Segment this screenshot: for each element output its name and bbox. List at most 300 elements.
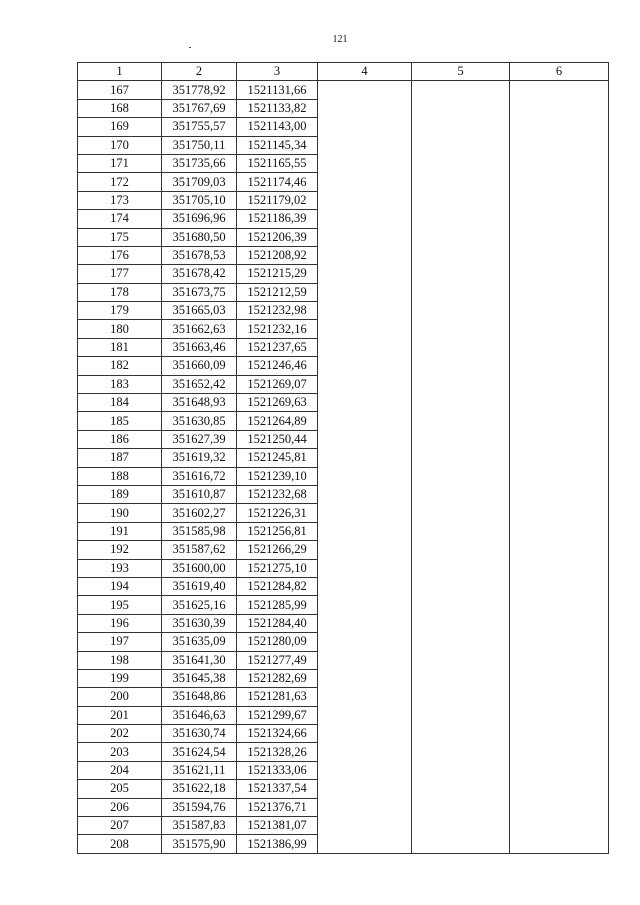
table-row [78, 633, 609, 651]
x-coordinate-cell: 351594,76 [162, 798, 237, 816]
empty-cell [318, 302, 412, 320]
empty-cell [412, 467, 510, 485]
y-coordinate-cell: 1521269,63 [237, 394, 318, 412]
empty-cell [412, 338, 510, 356]
point-number-cell: 206 [78, 798, 162, 816]
empty-cell [318, 338, 412, 356]
empty-cell [412, 191, 510, 209]
empty-cell [510, 761, 609, 779]
point-number-cell: 186 [78, 430, 162, 448]
y-coordinate-cell: 1521232,16 [237, 320, 318, 338]
x-coordinate-cell: 351678,53 [162, 246, 237, 264]
x-coordinate-cell: 351627,39 [162, 430, 237, 448]
empty-cell [412, 302, 510, 320]
empty-cell [510, 136, 609, 154]
x-coordinate-cell: 351641,30 [162, 651, 237, 669]
table-row [78, 302, 609, 320]
empty-cell [318, 118, 412, 136]
empty-cell [510, 743, 609, 761]
y-coordinate-cell: 1521284,40 [237, 614, 318, 632]
empty-cell [510, 283, 609, 301]
table-row [78, 430, 609, 448]
empty-cell [412, 320, 510, 338]
empty-cell [510, 210, 609, 228]
x-coordinate-cell: 351709,03 [162, 173, 237, 191]
table-row [78, 191, 609, 209]
empty-cell [318, 357, 412, 375]
table-row [78, 467, 609, 485]
table-row [78, 81, 609, 99]
x-coordinate-cell: 351680,50 [162, 228, 237, 246]
empty-cell [412, 485, 510, 503]
empty-cell [412, 798, 510, 816]
empty-cell [318, 669, 412, 687]
x-coordinate-cell: 351602,27 [162, 504, 237, 522]
empty-cell [412, 283, 510, 301]
empty-cell [510, 118, 609, 136]
point-number-cell: 204 [78, 761, 162, 779]
y-coordinate-cell: 1521165,55 [237, 154, 318, 172]
column-header-1: 1 [78, 63, 162, 81]
empty-cell [510, 485, 609, 503]
point-number-cell: 191 [78, 522, 162, 540]
column-header-3: 3 [237, 63, 318, 81]
y-coordinate-cell: 1521179,02 [237, 191, 318, 209]
point-number-cell: 207 [78, 817, 162, 835]
y-coordinate-cell: 1521381,07 [237, 817, 318, 835]
y-coordinate-cell: 1521275,10 [237, 559, 318, 577]
empty-cell [318, 265, 412, 283]
empty-cell [318, 798, 412, 816]
point-number-cell: 200 [78, 688, 162, 706]
empty-cell [510, 191, 609, 209]
y-coordinate-cell: 1521337,54 [237, 780, 318, 798]
empty-cell [510, 835, 609, 853]
point-number-cell: 180 [78, 320, 162, 338]
empty-cell [318, 81, 412, 99]
point-number-cell: 183 [78, 375, 162, 393]
empty-cell [318, 780, 412, 798]
table-row [78, 669, 609, 687]
y-coordinate-cell: 1521145,34 [237, 136, 318, 154]
empty-cell [318, 430, 412, 448]
y-coordinate-cell: 1521269,07 [237, 375, 318, 393]
y-coordinate-cell: 1521131,66 [237, 81, 318, 99]
point-number-cell: 205 [78, 780, 162, 798]
page-number: 121 [332, 34, 348, 45]
y-coordinate-cell: 1521280,09 [237, 633, 318, 651]
x-coordinate-cell: 351663,46 [162, 338, 237, 356]
empty-cell [412, 449, 510, 467]
point-number-cell: 174 [78, 210, 162, 228]
empty-cell [318, 761, 412, 779]
point-number-cell: 182 [78, 357, 162, 375]
empty-cell [318, 559, 412, 577]
empty-cell [318, 375, 412, 393]
empty-cell [318, 504, 412, 522]
empty-cell [510, 173, 609, 191]
table-row [78, 835, 609, 853]
empty-cell [510, 375, 609, 393]
empty-cell [412, 669, 510, 687]
header-row [78, 63, 609, 81]
empty-cell [318, 835, 412, 853]
y-coordinate-cell: 1521212,59 [237, 283, 318, 301]
column-header-4: 4 [318, 63, 412, 81]
point-number-cell: 190 [78, 504, 162, 522]
x-coordinate-cell: 351630,74 [162, 725, 237, 743]
empty-cell [412, 412, 510, 430]
point-number-cell: 168 [78, 99, 162, 117]
table-row [78, 99, 609, 117]
point-number-cell: 202 [78, 725, 162, 743]
empty-cell [510, 320, 609, 338]
table-row [78, 688, 609, 706]
table-row [78, 136, 609, 154]
empty-cell [318, 725, 412, 743]
empty-cell [412, 375, 510, 393]
empty-cell [318, 688, 412, 706]
empty-cell [412, 246, 510, 264]
empty-cell [510, 467, 609, 485]
x-coordinate-cell: 351600,00 [162, 559, 237, 577]
x-coordinate-cell: 351648,86 [162, 688, 237, 706]
y-coordinate-cell: 1521232,68 [237, 485, 318, 503]
empty-cell [318, 412, 412, 430]
empty-cell [510, 614, 609, 632]
y-coordinate-cell: 1521256,81 [237, 522, 318, 540]
table-row [78, 118, 609, 136]
x-coordinate-cell: 351652,42 [162, 375, 237, 393]
empty-cell [318, 154, 412, 172]
x-coordinate-cell: 351575,90 [162, 835, 237, 853]
table-row [78, 596, 609, 614]
point-number-cell: 203 [78, 743, 162, 761]
point-number-cell: 199 [78, 669, 162, 687]
empty-cell [412, 522, 510, 540]
empty-cell [510, 99, 609, 117]
empty-cell [318, 541, 412, 559]
empty-cell [318, 173, 412, 191]
table-row [78, 761, 609, 779]
y-coordinate-cell: 1521250,44 [237, 430, 318, 448]
y-coordinate-cell: 1521282,69 [237, 669, 318, 687]
x-coordinate-cell: 351630,85 [162, 412, 237, 430]
x-coordinate-cell: 351630,39 [162, 614, 237, 632]
empty-cell [318, 743, 412, 761]
empty-cell [412, 651, 510, 669]
table-row [78, 338, 609, 356]
table-row [78, 706, 609, 724]
empty-cell [412, 228, 510, 246]
table-row [78, 320, 609, 338]
y-coordinate-cell: 1521328,26 [237, 743, 318, 761]
y-coordinate-cell: 1521324,66 [237, 725, 318, 743]
empty-cell [412, 394, 510, 412]
table-row [78, 173, 609, 191]
y-coordinate-cell: 1521237,65 [237, 338, 318, 356]
y-coordinate-cell: 1521333,06 [237, 761, 318, 779]
empty-cell [412, 577, 510, 595]
empty-cell [318, 246, 412, 264]
x-coordinate-cell: 351622,18 [162, 780, 237, 798]
empty-cell [318, 651, 412, 669]
point-number-cell: 208 [78, 835, 162, 853]
table-row [78, 743, 609, 761]
x-coordinate-cell: 351587,83 [162, 817, 237, 835]
point-number-cell: 178 [78, 283, 162, 301]
point-number-cell: 187 [78, 449, 162, 467]
empty-cell [318, 614, 412, 632]
empty-cell [412, 430, 510, 448]
table-row [78, 412, 609, 430]
y-coordinate-cell: 1521299,67 [237, 706, 318, 724]
table-row [78, 449, 609, 467]
x-coordinate-cell: 351624,54 [162, 743, 237, 761]
point-number-cell: 198 [78, 651, 162, 669]
empty-cell [510, 780, 609, 798]
table-row [78, 798, 609, 816]
table-row [78, 357, 609, 375]
empty-cell [510, 706, 609, 724]
coordinates-table [77, 62, 609, 854]
point-number-cell: 194 [78, 577, 162, 595]
x-coordinate-cell: 351621,11 [162, 761, 237, 779]
table-row [78, 541, 609, 559]
y-coordinate-cell: 1521226,31 [237, 504, 318, 522]
empty-cell [510, 633, 609, 651]
empty-cell [412, 118, 510, 136]
empty-cell [318, 449, 412, 467]
empty-cell [412, 99, 510, 117]
table-header [78, 63, 609, 81]
empty-cell [510, 394, 609, 412]
y-coordinate-cell: 1521232,98 [237, 302, 318, 320]
y-coordinate-cell: 1521246,46 [237, 357, 318, 375]
empty-cell [510, 522, 609, 540]
y-coordinate-cell: 1521206,39 [237, 228, 318, 246]
empty-cell [510, 430, 609, 448]
empty-cell [412, 173, 510, 191]
empty-cell [318, 320, 412, 338]
empty-cell [412, 559, 510, 577]
point-number-cell: 197 [78, 633, 162, 651]
x-coordinate-cell: 351673,75 [162, 283, 237, 301]
table-row [78, 651, 609, 669]
point-number-cell: 185 [78, 412, 162, 430]
table-row [78, 485, 609, 503]
empty-cell [412, 706, 510, 724]
empty-cell [412, 504, 510, 522]
empty-cell [412, 743, 510, 761]
point-number-cell: 175 [78, 228, 162, 246]
table-row [78, 780, 609, 798]
empty-cell [412, 210, 510, 228]
x-coordinate-cell: 351767,69 [162, 99, 237, 117]
point-number-cell: 195 [78, 596, 162, 614]
empty-cell [318, 596, 412, 614]
empty-cell [412, 81, 510, 99]
y-coordinate-cell: 1521186,39 [237, 210, 318, 228]
y-coordinate-cell: 1521386,99 [237, 835, 318, 853]
y-coordinate-cell: 1521376,71 [237, 798, 318, 816]
y-coordinate-cell: 1521281,63 [237, 688, 318, 706]
empty-cell [412, 633, 510, 651]
empty-cell [318, 467, 412, 485]
empty-cell [510, 541, 609, 559]
x-coordinate-cell: 351665,03 [162, 302, 237, 320]
empty-cell [412, 688, 510, 706]
x-coordinate-cell: 351705,10 [162, 191, 237, 209]
table-row [78, 246, 609, 264]
table-row [78, 283, 609, 301]
x-coordinate-cell: 351585,98 [162, 522, 237, 540]
empty-cell [318, 210, 412, 228]
table-row [78, 228, 609, 246]
empty-cell [510, 449, 609, 467]
column-header-2: 2 [162, 63, 237, 81]
y-coordinate-cell: 1521174,46 [237, 173, 318, 191]
empty-cell [412, 136, 510, 154]
empty-cell [412, 780, 510, 798]
empty-cell [318, 485, 412, 503]
table-row [78, 210, 609, 228]
empty-cell [412, 835, 510, 853]
table-row [78, 154, 609, 172]
y-coordinate-cell: 1521277,49 [237, 651, 318, 669]
y-coordinate-cell: 1521143,00 [237, 118, 318, 136]
stray-mark [189, 47, 191, 48]
point-number-cell: 167 [78, 81, 162, 99]
empty-cell [318, 633, 412, 651]
x-coordinate-cell: 351696,96 [162, 210, 237, 228]
x-coordinate-cell: 351616,72 [162, 467, 237, 485]
table-row [78, 559, 609, 577]
point-number-cell: 170 [78, 136, 162, 154]
empty-cell [510, 302, 609, 320]
table-row [78, 577, 609, 595]
empty-cell [412, 596, 510, 614]
x-coordinate-cell: 351678,42 [162, 265, 237, 283]
point-number-cell: 201 [78, 706, 162, 724]
empty-cell [510, 412, 609, 430]
empty-cell [510, 725, 609, 743]
empty-cell [318, 522, 412, 540]
point-number-cell: 177 [78, 265, 162, 283]
table-row [78, 725, 609, 743]
point-number-cell: 188 [78, 467, 162, 485]
table-row [78, 614, 609, 632]
y-coordinate-cell: 1521284,82 [237, 577, 318, 595]
empty-cell [412, 265, 510, 283]
point-number-cell: 179 [78, 302, 162, 320]
x-coordinate-cell: 351662,63 [162, 320, 237, 338]
empty-cell [318, 577, 412, 595]
table-row [78, 265, 609, 283]
x-coordinate-cell: 351778,92 [162, 81, 237, 99]
x-coordinate-cell: 351625,16 [162, 596, 237, 614]
x-coordinate-cell: 351619,32 [162, 449, 237, 467]
empty-cell [412, 817, 510, 835]
point-number-cell: 192 [78, 541, 162, 559]
table-body [78, 81, 609, 853]
empty-cell [510, 154, 609, 172]
table-row [78, 504, 609, 522]
y-coordinate-cell: 1521285,99 [237, 596, 318, 614]
column-header-6: 6 [510, 63, 609, 81]
y-coordinate-cell: 1521215,29 [237, 265, 318, 283]
empty-cell [318, 817, 412, 835]
point-number-cell: 172 [78, 173, 162, 191]
empty-cell [510, 817, 609, 835]
point-number-cell: 169 [78, 118, 162, 136]
point-number-cell: 173 [78, 191, 162, 209]
empty-cell [510, 357, 609, 375]
x-coordinate-cell: 351660,09 [162, 357, 237, 375]
x-coordinate-cell: 351645,38 [162, 669, 237, 687]
point-number-cell: 193 [78, 559, 162, 577]
y-coordinate-cell: 1521264,89 [237, 412, 318, 430]
empty-cell [510, 265, 609, 283]
empty-cell [510, 688, 609, 706]
x-coordinate-cell: 351750,11 [162, 136, 237, 154]
empty-cell [412, 761, 510, 779]
y-coordinate-cell: 1521133,82 [237, 99, 318, 117]
empty-cell [510, 798, 609, 816]
y-coordinate-cell: 1521239,10 [237, 467, 318, 485]
point-number-cell: 184 [78, 394, 162, 412]
x-coordinate-cell: 351755,57 [162, 118, 237, 136]
x-coordinate-cell: 351635,09 [162, 633, 237, 651]
y-coordinate-cell: 1521266,29 [237, 541, 318, 559]
empty-cell [318, 191, 412, 209]
empty-cell [318, 283, 412, 301]
empty-cell [318, 228, 412, 246]
empty-cell [510, 577, 609, 595]
x-coordinate-cell: 351735,66 [162, 154, 237, 172]
empty-cell [510, 559, 609, 577]
empty-cell [510, 228, 609, 246]
empty-cell [510, 81, 609, 99]
point-number-cell: 176 [78, 246, 162, 264]
empty-cell [510, 504, 609, 522]
x-coordinate-cell: 351646,63 [162, 706, 237, 724]
empty-cell [510, 669, 609, 687]
x-coordinate-cell: 351610,87 [162, 485, 237, 503]
empty-cell [412, 541, 510, 559]
point-number-cell: 171 [78, 154, 162, 172]
empty-cell [510, 651, 609, 669]
table-row [78, 375, 609, 393]
empty-cell [318, 394, 412, 412]
y-coordinate-cell: 1521245,81 [237, 449, 318, 467]
empty-cell [412, 614, 510, 632]
empty-cell [412, 154, 510, 172]
table-row [78, 522, 609, 540]
empty-cell [510, 596, 609, 614]
column-header-5: 5 [412, 63, 510, 81]
point-number-cell: 181 [78, 338, 162, 356]
empty-cell [318, 99, 412, 117]
y-coordinate-cell: 1521208,92 [237, 246, 318, 264]
x-coordinate-cell: 351619,40 [162, 577, 237, 595]
empty-cell [318, 136, 412, 154]
empty-cell [510, 246, 609, 264]
point-number-cell: 189 [78, 485, 162, 503]
empty-cell [318, 706, 412, 724]
empty-cell [510, 338, 609, 356]
table-row [78, 817, 609, 835]
